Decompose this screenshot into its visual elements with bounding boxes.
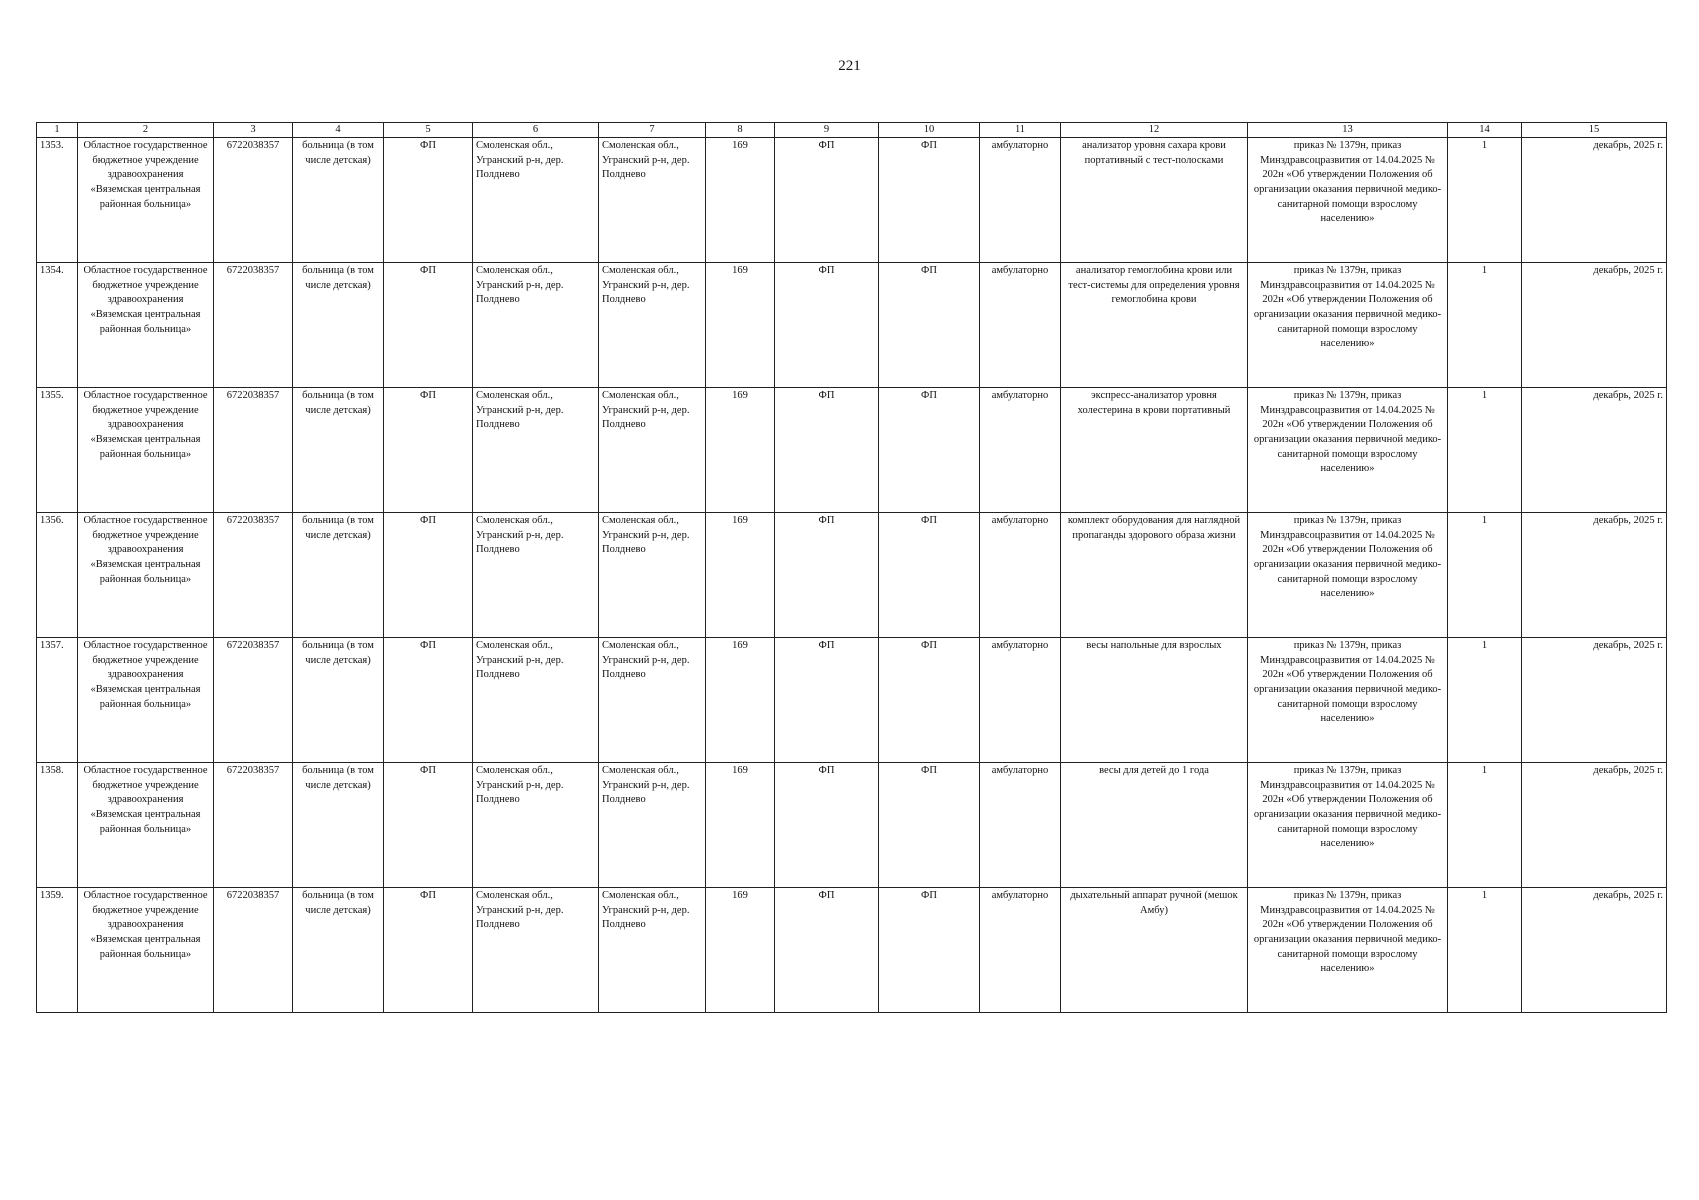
cell-equipment: весы напольные для взрослых xyxy=(1061,638,1248,763)
cell-date: декабрь, 2025 г. xyxy=(1522,638,1667,763)
cell-col5: ФП xyxy=(384,263,473,388)
column-number: 10 xyxy=(879,123,980,138)
cell-organization: Областное государственное бюджетное учреждение здравоохранения «Вяземская центральная районная больница» xyxy=(78,888,214,1013)
cell-order: приказ № 1379н, приказ Минздравсоцразвития от 14.04.2025 № 202н «Об утверждении Положения об организации оказания первичной медико-санитарной помощи взрослому населению» xyxy=(1248,638,1448,763)
cell-col8: 169 xyxy=(706,763,775,888)
cell-address-2: Смоленская обл., Угранский р-н, дер. Полднево xyxy=(599,388,706,513)
cell-address-1: Смоленская обл., Угранский р-н, дер. Полднево xyxy=(473,638,599,763)
cell-date: декабрь, 2025 г. xyxy=(1522,763,1667,888)
cell-quantity: 1 xyxy=(1448,888,1522,1013)
cell-col5: ФП xyxy=(384,763,473,888)
cell-organization: Областное государственное бюджетное учреждение здравоохранения «Вяземская центральная районная больница» xyxy=(78,763,214,888)
cell-col9: ФП xyxy=(775,138,879,263)
cell-inn: 6722038357 xyxy=(214,763,293,888)
cell-facility-type: больница (в том числе детская) xyxy=(293,263,384,388)
cell-col10: ФП xyxy=(879,138,980,263)
cell-order: приказ № 1379н, приказ Минздравсоцразвития от 14.04.2025 № 202н «Об утверждении Положения об организации оказания первичной медико-санитарной помощи взрослому населению» xyxy=(1248,388,1448,513)
cell-quantity: 1 xyxy=(1448,763,1522,888)
cell-col8: 169 xyxy=(706,138,775,263)
cell-care-form: амбулаторно xyxy=(980,263,1061,388)
cell-address-2: Смоленская обл., Угранский р-н, дер. Полднево xyxy=(599,888,706,1013)
cell-organization: Областное государственное бюджетное учреждение здравоохранения «Вяземская центральная районная больница» xyxy=(78,263,214,388)
table-header xyxy=(37,123,1667,138)
cell-col9: ФП xyxy=(775,638,879,763)
cell-order: приказ № 1379н, приказ Минздравсоцразвития от 14.04.2025 № 202н «Об утверждении Положения об организации оказания первичной медико-санитарной помощи взрослому населению» xyxy=(1248,888,1448,1013)
cell-row-number: 1355. xyxy=(37,388,78,513)
cell-facility-type: больница (в том числе детская) xyxy=(293,763,384,888)
column-number: 5 xyxy=(384,123,473,138)
cell-col9: ФП xyxy=(775,388,879,513)
cell-address-1: Смоленская обл., Угранский р-н, дер. Полднево xyxy=(473,888,599,1013)
column-number: 4 xyxy=(293,123,384,138)
cell-date: декабрь, 2025 г. xyxy=(1522,263,1667,388)
cell-col10: ФП xyxy=(879,763,980,888)
cell-col9: ФП xyxy=(775,763,879,888)
cell-inn: 6722038357 xyxy=(214,388,293,513)
cell-row-number: 1359. xyxy=(37,888,78,1013)
cell-inn: 6722038357 xyxy=(214,638,293,763)
cell-col8: 169 xyxy=(706,388,775,513)
cell-col5: ФП xyxy=(384,138,473,263)
column-number: 15 xyxy=(1522,123,1667,138)
cell-col5: ФП xyxy=(384,638,473,763)
cell-date: декабрь, 2025 г. xyxy=(1522,888,1667,1013)
cell-col8: 169 xyxy=(706,888,775,1013)
cell-equipment: анализатор гемоглобина крови или тест-системы для определения уровня гемоглобина крови xyxy=(1061,263,1248,388)
cell-row-number: 1357. xyxy=(37,638,78,763)
column-number: 8 xyxy=(706,123,775,138)
cell-care-form: амбулаторно xyxy=(980,388,1061,513)
cell-col8: 169 xyxy=(706,513,775,638)
table-row xyxy=(37,513,1667,638)
cell-col8: 169 xyxy=(706,263,775,388)
column-number: 14 xyxy=(1448,123,1522,138)
table-row xyxy=(37,888,1667,1013)
cell-address-2: Смоленская обл., Угранский р-н, дер. Полднево xyxy=(599,138,706,263)
column-number: 13 xyxy=(1248,123,1448,138)
cell-address-1: Смоленская обл., Угранский р-н, дер. Полднево xyxy=(473,763,599,888)
cell-address-2: Смоленская обл., Угранский р-н, дер. Полднево xyxy=(599,763,706,888)
cell-care-form: амбулаторно xyxy=(980,138,1061,263)
cell-col10: ФП xyxy=(879,513,980,638)
cell-inn: 6722038357 xyxy=(214,888,293,1013)
cell-quantity: 1 xyxy=(1448,138,1522,263)
cell-col10: ФП xyxy=(879,263,980,388)
cell-care-form: амбулаторно xyxy=(980,513,1061,638)
cell-col5: ФП xyxy=(384,888,473,1013)
cell-col5: ФП xyxy=(384,513,473,638)
cell-col9: ФП xyxy=(775,263,879,388)
cell-col5: ФП xyxy=(384,388,473,513)
cell-date: декабрь, 2025 г. xyxy=(1522,388,1667,513)
cell-quantity: 1 xyxy=(1448,638,1522,763)
column-number: 2 xyxy=(78,123,214,138)
cell-address-1: Смоленская обл., Угранский р-н, дер. Полднево xyxy=(473,263,599,388)
cell-quantity: 1 xyxy=(1448,388,1522,513)
cell-col10: ФП xyxy=(879,638,980,763)
cell-facility-type: больница (в том числе детская) xyxy=(293,888,384,1013)
cell-order: приказ № 1379н, приказ Минздравсоцразвития от 14.04.2025 № 202н «Об утверждении Положения об организации оказания первичной медико-санитарной помощи взрослому населению» xyxy=(1248,138,1448,263)
cell-organization: Областное государственное бюджетное учреждение здравоохранения «Вяземская центральная районная больница» xyxy=(78,138,214,263)
cell-inn: 6722038357 xyxy=(214,513,293,638)
table-row xyxy=(37,388,1667,513)
column-number-row xyxy=(37,123,1667,138)
cell-care-form: амбулаторно xyxy=(980,888,1061,1013)
cell-order: приказ № 1379н, приказ Минздравсоцразвития от 14.04.2025 № 202н «Об утверждении Положения об организации оказания первичной медико-санитарной помощи взрослому населению» xyxy=(1248,263,1448,388)
column-number: 11 xyxy=(980,123,1061,138)
page-number: 221 xyxy=(838,58,861,74)
cell-facility-type: больница (в том числе детская) xyxy=(293,513,384,638)
cell-facility-type: больница (в том числе детская) xyxy=(293,138,384,263)
column-number: 9 xyxy=(775,123,879,138)
cell-address-2: Смоленская обл., Угранский р-н, дер. Полднево xyxy=(599,638,706,763)
cell-equipment: весы для детей до 1 года xyxy=(1061,763,1248,888)
column-number: 6 xyxy=(473,123,599,138)
cell-equipment: комплект оборудования для наглядной пропаганды здорового образа жизни xyxy=(1061,513,1248,638)
cell-address-1: Смоленская обл., Угранский р-н, дер. Полднево xyxy=(473,388,599,513)
cell-row-number: 1358. xyxy=(37,763,78,888)
cell-care-form: амбулаторно xyxy=(980,638,1061,763)
cell-inn: 6722038357 xyxy=(214,263,293,388)
cell-quantity: 1 xyxy=(1448,263,1522,388)
cell-facility-type: больница (в том числе детская) xyxy=(293,388,384,513)
table-row xyxy=(37,263,1667,388)
cell-care-form: амбулаторно xyxy=(980,763,1061,888)
cell-col9: ФП xyxy=(775,888,879,1013)
cell-row-number: 1353. xyxy=(37,138,78,263)
cell-quantity: 1 xyxy=(1448,513,1522,638)
cell-equipment: экспресс-анализатор уровня холестерина в крови портативный xyxy=(1061,388,1248,513)
cell-date: декабрь, 2025 г. xyxy=(1522,138,1667,263)
table-row xyxy=(37,638,1667,763)
cell-row-number: 1354. xyxy=(37,263,78,388)
cell-order: приказ № 1379н, приказ Минздравсоцразвития от 14.04.2025 № 202н «Об утверждении Положения об организации оказания первичной медико-санитарной помощи взрослому населению» xyxy=(1248,513,1448,638)
cell-address-1: Смоленская обл., Угранский р-н, дер. Полднево xyxy=(473,513,599,638)
cell-col8: 169 xyxy=(706,638,775,763)
cell-equipment: анализатор уровня сахара крови портативный с тест-полосками xyxy=(1061,138,1248,263)
table-row xyxy=(37,138,1667,263)
cell-address-2: Смоленская обл., Угранский р-н, дер. Полднево xyxy=(599,513,706,638)
table-body xyxy=(37,138,1667,1013)
cell-date: декабрь, 2025 г. xyxy=(1522,513,1667,638)
cell-equipment: дыхательный аппарат ручной (мешок Амбу) xyxy=(1061,888,1248,1013)
cell-order: приказ № 1379н, приказ Минздравсоцразвития от 14.04.2025 № 202н «Об утверждении Положения об организации оказания первичной медико-санитарной помощи взрослому населению» xyxy=(1248,763,1448,888)
cell-col10: ФП xyxy=(879,388,980,513)
cell-inn: 6722038357 xyxy=(214,138,293,263)
cell-row-number: 1356. xyxy=(37,513,78,638)
cell-col10: ФП xyxy=(879,888,980,1013)
table-row xyxy=(37,763,1667,888)
column-number: 1 xyxy=(37,123,78,138)
equipment-register-table xyxy=(36,122,1667,1013)
cell-col9: ФП xyxy=(775,513,879,638)
cell-organization: Областное государственное бюджетное учреждение здравоохранения «Вяземская центральная районная больница» xyxy=(78,513,214,638)
column-number: 12 xyxy=(1061,123,1248,138)
column-number: 7 xyxy=(599,123,706,138)
cell-organization: Областное государственное бюджетное учреждение здравоохранения «Вяземская центральная районная больница» xyxy=(78,388,214,513)
column-number: 3 xyxy=(214,123,293,138)
cell-facility-type: больница (в том числе детская) xyxy=(293,638,384,763)
cell-organization: Областное государственное бюджетное учреждение здравоохранения «Вяземская центральная районная больница» xyxy=(78,638,214,763)
cell-address-2: Смоленская обл., Угранский р-н, дер. Полднево xyxy=(599,263,706,388)
cell-address-1: Смоленская обл., Угранский р-н, дер. Полднево xyxy=(473,138,599,263)
